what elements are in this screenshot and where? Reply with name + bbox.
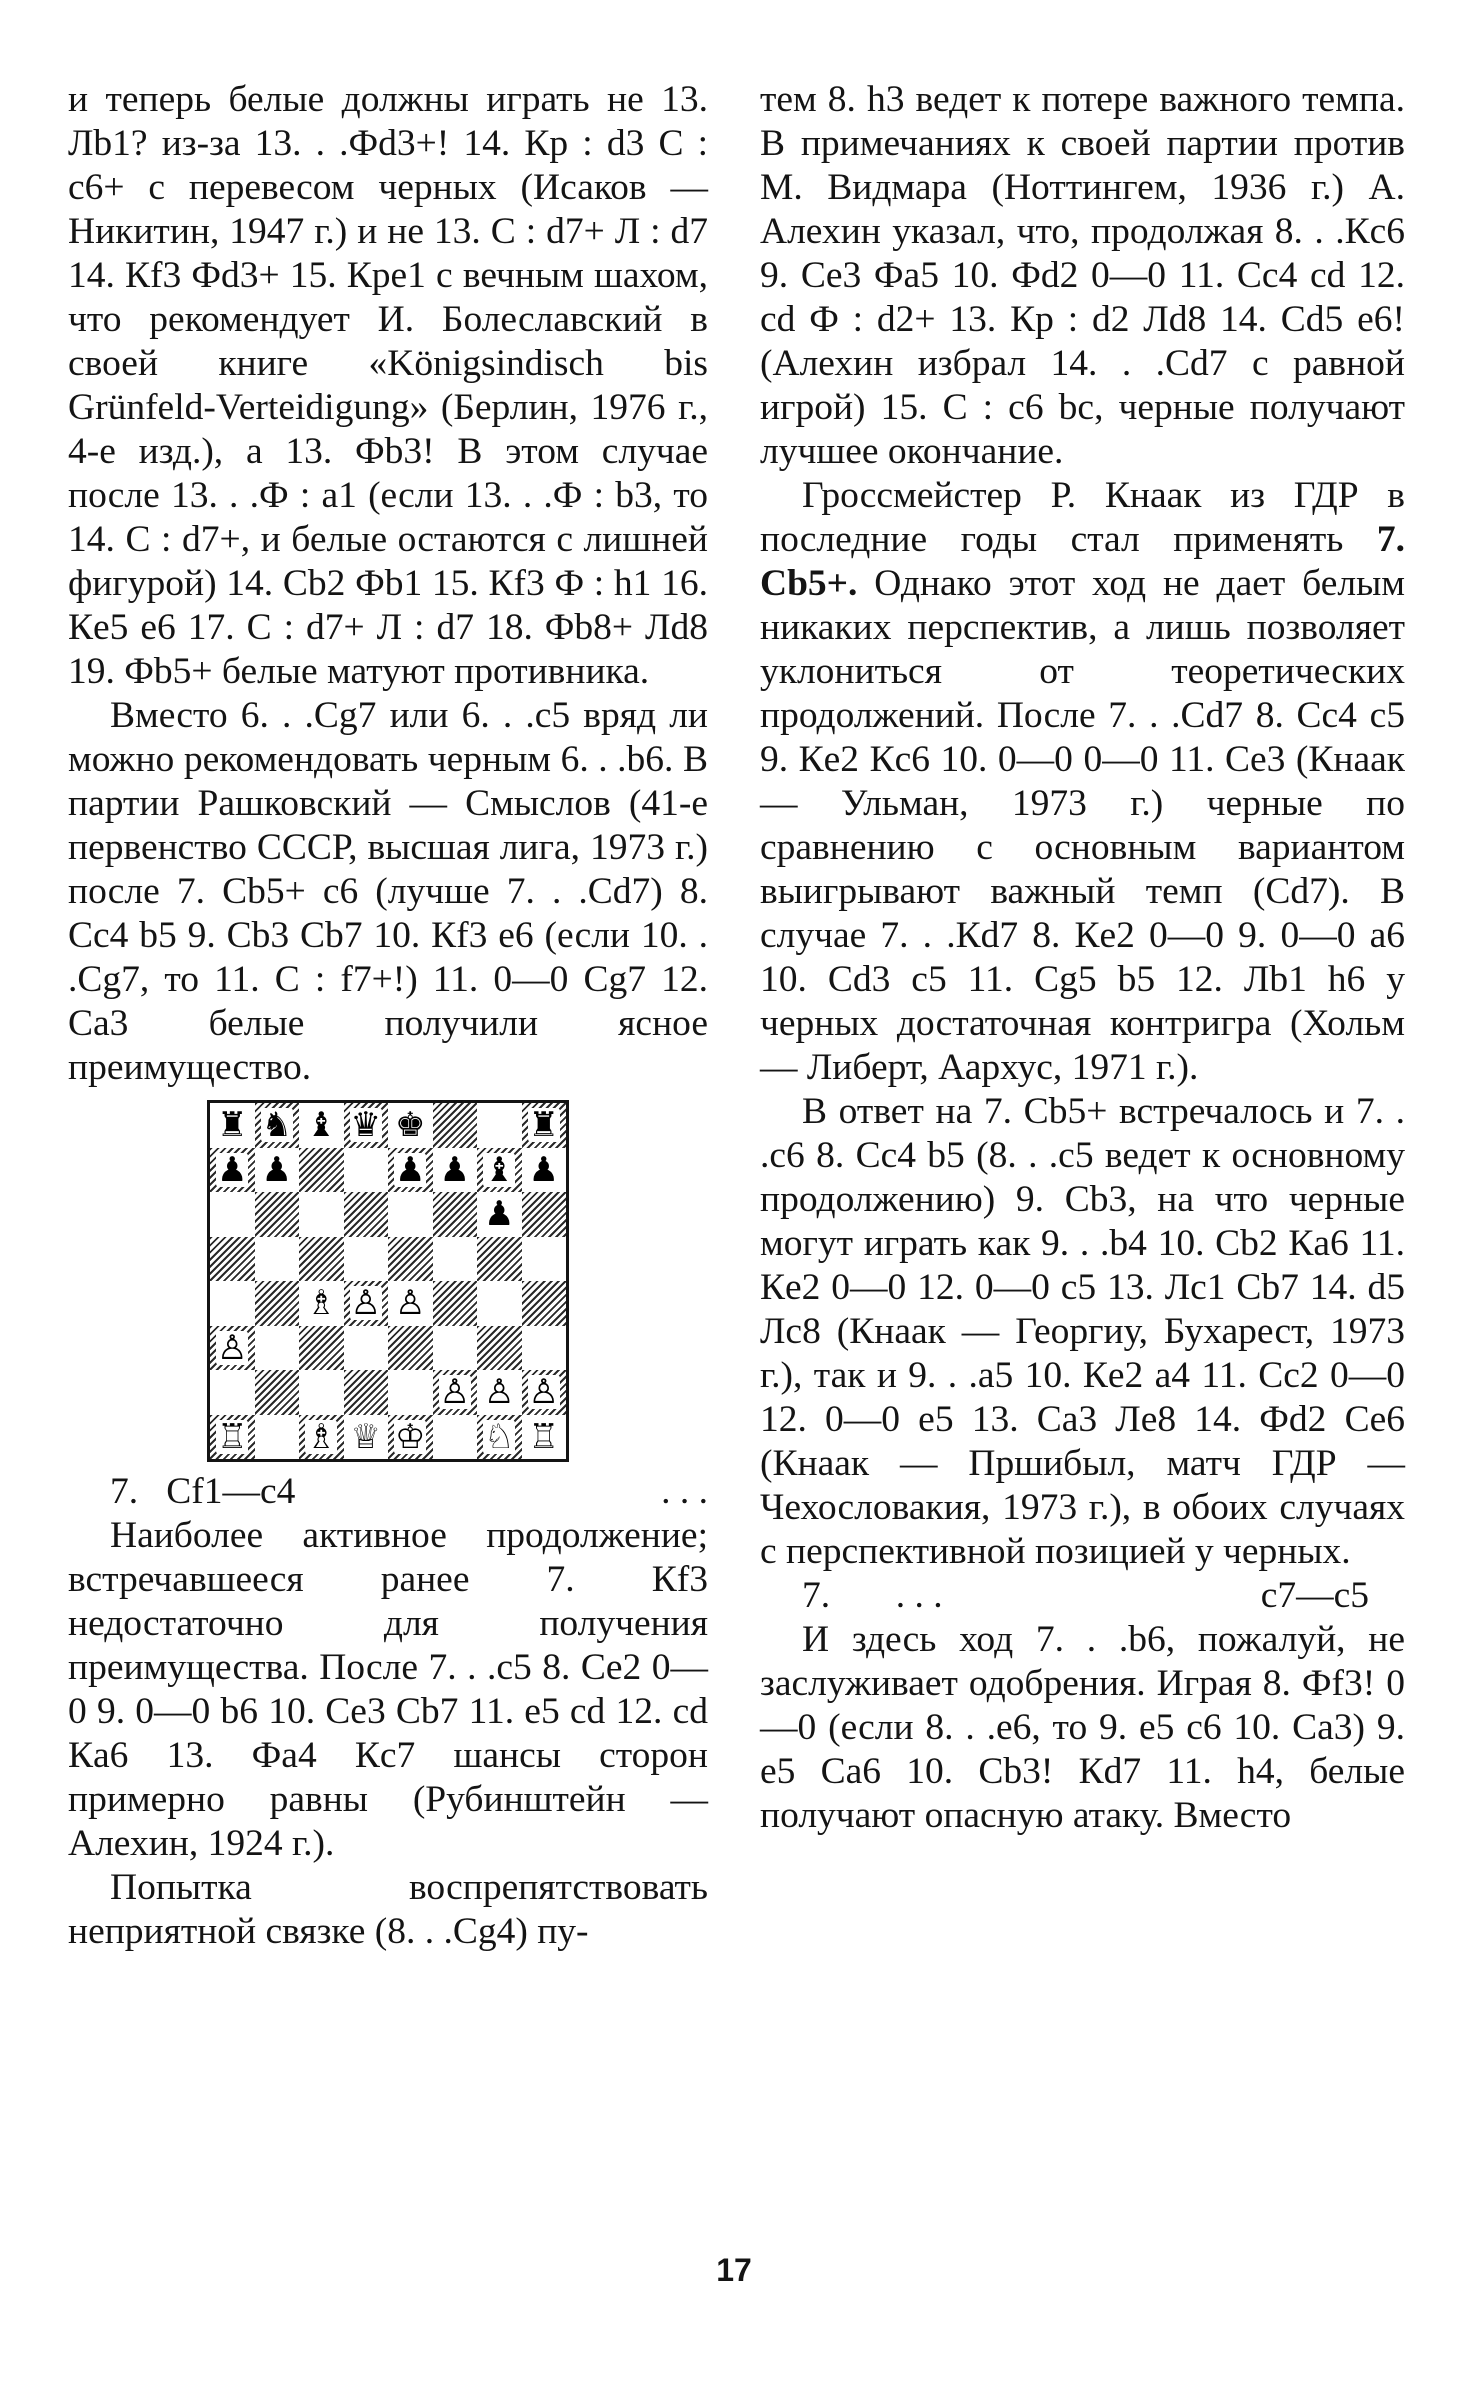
chess-piece: ♔ [395,1416,426,1457]
chess-piece: ♛ [350,1105,381,1146]
chess-piece: ♗ [306,1283,337,1324]
board-square [344,1103,389,1148]
board-square [433,1192,478,1237]
board-square [388,1237,433,1282]
chess-piece: ♖ [528,1416,559,1457]
board-square [388,1370,433,1415]
chess-piece: ♙ [484,1372,515,1413]
chess-piece: ♞ [261,1105,292,1146]
board-square [477,1148,522,1193]
board-square [522,1326,567,1371]
board-square [255,1192,300,1237]
board-square [344,1370,389,1415]
board-square [255,1281,300,1326]
board-square [477,1415,522,1460]
board-square [388,1103,433,1148]
chess-piece: ♜ [528,1105,559,1146]
chess-piece: ♜ [217,1105,248,1146]
board-square [255,1237,300,1282]
move-line [68,1470,708,1514]
board-square [210,1192,255,1237]
board-square [210,1103,255,1148]
chess-piece: ♟ [528,1149,559,1190]
chess-piece: ♕ [350,1416,381,1457]
chess-piece: ♖ [217,1416,248,1457]
board-square [522,1281,567,1326]
board-square [299,1370,344,1415]
board-square [210,1281,255,1326]
board-square [522,1148,567,1193]
board-square [344,1237,389,1282]
board-square [433,1370,478,1415]
chess-piece: ♝ [306,1105,337,1146]
chess-piece: ♝ [484,1149,515,1190]
board-square [210,1370,255,1415]
board-square [388,1326,433,1371]
board-square [522,1103,567,1148]
board-square [433,1281,478,1326]
board-square [210,1415,255,1460]
chess-piece: ♙ [439,1372,470,1413]
chess-piece: ♙ [350,1283,381,1324]
paragraph: Наиболее активное продолжение; встречавшееся ранее 7. Кf3 недостаточно для получения преимущества. После 7. . .c5 8. Сe2 0—0 9. 0—0 b6 10. Сe3 Сb7 11. e5 cd 12. cd Кa6 13. Фa4 Кc7 шансы сторон примерно равны (Рубинштейн — Алехин, 1924 г.). [68,1515,708,1864]
bold-move: 7. Сb5+. [760,519,1405,604]
board-square [477,1103,522,1148]
board-square [522,1370,567,1415]
paragraph: Попытка воспрепятствовать неприятной связке (8. . .Сg4) пу- [68,1867,708,1952]
board-square [299,1148,344,1193]
chess-piece: ♟ [484,1194,515,1235]
paragraph: И здесь ход 7. . .b6, пожалуй, не заслуживает одобрения. Играя 8. Фf3! 0—0 (если 8. . .e6, то 9. e5 c6 10. Сa3) 9. e5 Сa6 10. Сb3! Кd7 11. h4, белые получают опасную атаку. Вместо [760,1619,1405,1836]
board-square [433,1415,478,1460]
board-square [388,1192,433,1237]
board-square [344,1415,389,1460]
move-reply: c7—c5 [1260,1575,1369,1616]
board-square [477,1370,522,1415]
chess-piece: ♗ [306,1416,337,1457]
board-square [255,1103,300,1148]
paragraph: тем 8. h3 ведет к потере важного темпа. В примечаниях к своей партии против М. Видмара (Ноттингем, 1936 г.) А. Алехин указал, что, продолжая 8. . .Кc6 9. Сe3 Фa5 10. Фd2 0—0 11. Сc4 cd 12. cd Ф : d2+ 13. Кр : d2 Лd8 14. Сd5 e6! (Алехин избрал 14. . .Сd7 с равной игрой) 15. С : c6 bc, черные получают лучшее окончание. [760,79,1405,472]
board-square [477,1281,522,1326]
chess-piece: ♟ [261,1149,292,1190]
board-square [299,1192,344,1237]
board-square [433,1103,478,1148]
board-square [433,1326,478,1371]
left-column [68,78,708,1954]
chessboard [207,1100,569,1462]
chess-piece: ♙ [395,1283,426,1324]
chess-piece: ♟ [439,1149,470,1190]
board-square [255,1326,300,1371]
chess-piece: ♟ [395,1149,426,1190]
chess-piece: ♙ [217,1327,248,1368]
board-square [433,1237,478,1282]
page-number: 17 [716,2252,752,2288]
paragraph: и теперь белые должны играть не 13. Лb1? из-за 13. . .Фd3+! 14. Кр : d3 С : c6+ с перевесом черных (Исаков — Никитин, 1947 г.) и не 13. С : d7+ Л : d7 14. Кf3 Фd3+ 15. Кре1 с вечным шахом, что рекомендует И. Болеславский в своей книге «Königsindisch bis Grünfeld-Verteidigung» (Берлин, 1976 г., 4-е изд.), а 13. Фb3! В этом случае после 13. . .Ф : a1 (если 13. . .Ф : b3, то 14. С : d7+, и белые остаются с лишней фигурой) 14. Сb2 Фb1 15. Кf3 Ф : h1 16. Кe5 e6 17. С : d7+ Л : d7 18. Фb8+ Лd8 19. Фb5+ белые матуют противника. [68,79,708,692]
board-square [210,1237,255,1282]
board-square [255,1370,300,1415]
board-square [255,1415,300,1460]
chess-piece: ♘ [484,1416,515,1457]
board-square [344,1326,389,1371]
chess-piece: ♙ [528,1372,559,1413]
board-square [522,1192,567,1237]
board-square [477,1237,522,1282]
paragraph: Вместо 6. . .Сg7 или 6. . .c5 вряд ли можно рекомендовать черным 6. . .b6. В партии Рашковский — Смыслов (41-е первенство СССР, высшая лига, 1973 г.) после 7. Сb5+ c6 (лучше 7. . .Сd7) 8. Сc4 b5 9. Сb3 Сb7 10. Кf3 e6 (если 10. . .Сg7, то 11. С : f7+!) 11. 0—0 Сg7 12. Сa3 белые получили ясное преимущество. [68,695,708,1088]
board-square [388,1415,433,1460]
chess-piece: ♚ [395,1105,426,1146]
board-square [210,1148,255,1193]
board-square [388,1148,433,1193]
paragraph: Гроссмейстер Р. Кнаак из ГДР в последние годы стал применять 7. Сb5+. Однако этот ход не дает белым никаких перспектив, а лишь позволяет уклониться от теоретических продолжений. После 7. . .Сd7 8. Сc4 c5 9. Кe2 Кc6 10. 0—0 0—0 11. Сe3 (Кнаак — Ульман, 1973 г.) черные по сравнению с основным вариантом выигрывают важный темп (Сd7). В случае 7. . .Кd7 8. Кe2 0—0 9. 0—0 a6 10. Сd3 c5 11. Сg5 b5 12. Лb1 h6 у черных достаточная контригра (Хольм — Либерт, Аархус, 1971 г.). [760,475,1405,1088]
chess-piece: ♟ [217,1149,248,1190]
board-square [299,1103,344,1148]
board-square [388,1281,433,1326]
board-square [522,1415,567,1460]
move-line [760,1574,1405,1618]
board-square [477,1192,522,1237]
board-square [299,1281,344,1326]
paragraph: В ответ на 7. Сb5+ встречалось и 7. . .c6 8. Сc4 b5 (8. . .c5 ведет к основному продолжению) 9. Сb3, на что черные могут играть как 9. . .b4 10. Сb2 Кa6 11. Кe2 0—0 12. 0—0 c5 13. Лc1 Сb7 14. d5 Лc8 (Кнаак — Георгиу, Бухарест, 1973 г.), так и 9. . .a5 10. Кe2 a4 11. Сc2 0—0 12. 0—0 e5 13. Сa3 Лe8 14. Фd2 Сe6 (Кнаак — Пршибыл, матч ГДР — Чехословакия, 1973 г.), в обоих случаях с перспективной позицией у черных. [760,1091,1405,1572]
board-square [433,1148,478,1193]
board-square [299,1415,344,1460]
move-number: 7. Сf1—c4 [110,1471,296,1512]
chess-diagram [68,1100,708,1462]
board-square [255,1148,300,1193]
right-column [760,78,1405,1838]
board-square [522,1237,567,1282]
board-square [210,1326,255,1371]
board-square [344,1148,389,1193]
board-square [344,1192,389,1237]
board-square [344,1281,389,1326]
board-square [299,1237,344,1282]
board-square [299,1326,344,1371]
move-reply: . . . [661,1471,708,1512]
board-square [477,1326,522,1371]
move-number: 7. . . . [802,1575,943,1616]
